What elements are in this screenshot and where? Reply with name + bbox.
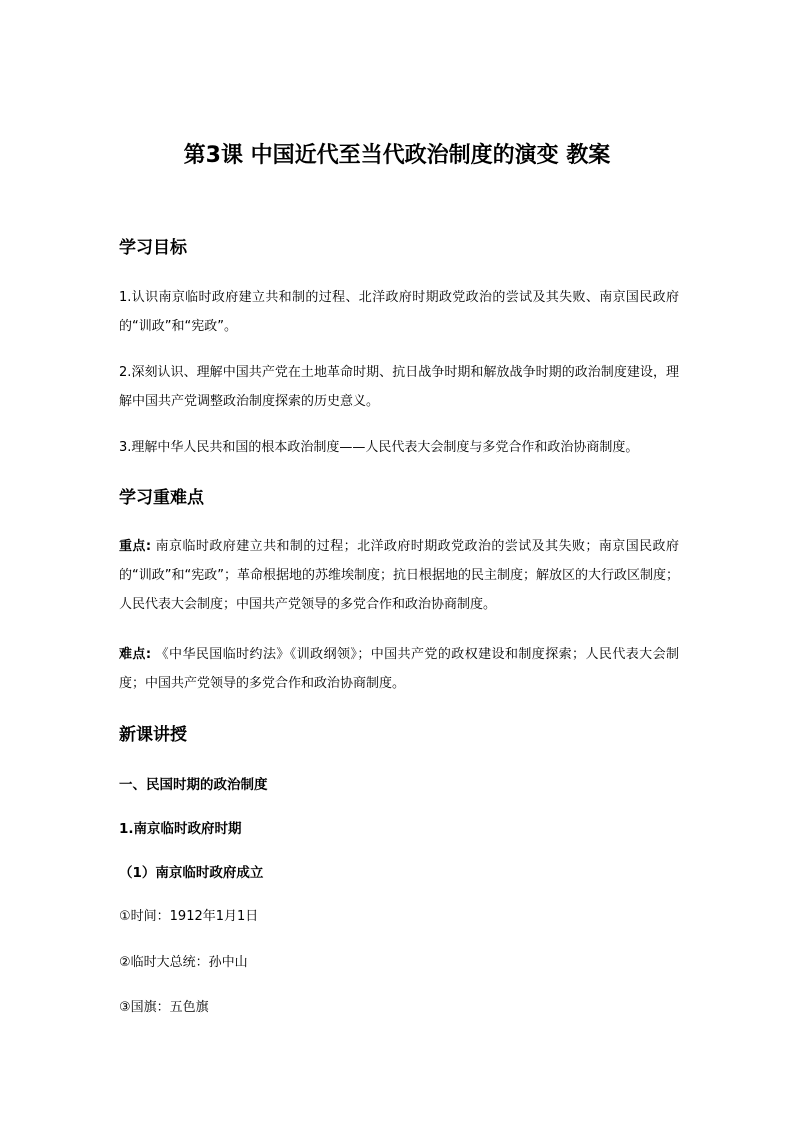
section-heading-key-points: 学习重难点: [119, 488, 204, 508]
objective-item-2: 2.深刻认识、理解中国共产党在土地革命时期、抗日战争时期和解放战争时期的政治制度建设，理解中国共产党调整政治制度探索的历史意义。: [119, 365, 679, 409]
objective-item-3: 3.理解中华人民共和国的根本政治制度——人民代表大会制度与多党合作和政治协商制度。: [119, 440, 639, 455]
section-heading-new-lesson: 新课讲授: [119, 725, 187, 745]
key-point-paragraph: [119, 532, 679, 619]
sub-heading-government-founded: （1）南京临时政府成立: [119, 865, 264, 881]
key-point-text: 南京临时政府建立共和制的过程；北洋政府时期政党政治的尝试及其失败；南京国民政府的“训政”和“宪政”；革命根据地的苏维埃制度；抗日根据地的民主制度；解放区的大行政区制度；人民代表大会制度；中国共产党领导的多党合作和政治协商制度。: [119, 539, 679, 612]
objective-item-1: 1.认识南京临时政府建立共和制的过程、北洋政府时期政党政治的尝试及其失败、南京国民政府的“训政”和“宪政”。: [119, 290, 679, 334]
key-point-label: 重点:: [119, 539, 152, 554]
sub-heading-nanjing-provisional-government: 1.南京临时政府时期: [119, 821, 242, 837]
document-title: 第3课 中国近代至当代政治制度的演变 教案: [183, 143, 611, 168]
fact-item-time: ①时间：1912年1月1日: [119, 909, 259, 924]
fact-item-president: ②临时大总统：孙中山: [119, 955, 248, 970]
section-heading-objectives: 学习目标: [119, 238, 187, 258]
difficult-point-paragraph: [119, 640, 679, 698]
fact-item-flag: ③国旗：五色旗: [119, 1000, 209, 1015]
difficult-point-text: 《中华民国临时约法》《训政纲领》；中国共产党的政权建设和制度探索；人民代表大会制度；中国共产党领导的多党合作和政治协商制度。: [119, 647, 679, 691]
part-heading-republic-era: 一、民国时期的政治制度: [119, 777, 268, 793]
difficult-point-label: 难点:: [119, 647, 152, 662]
